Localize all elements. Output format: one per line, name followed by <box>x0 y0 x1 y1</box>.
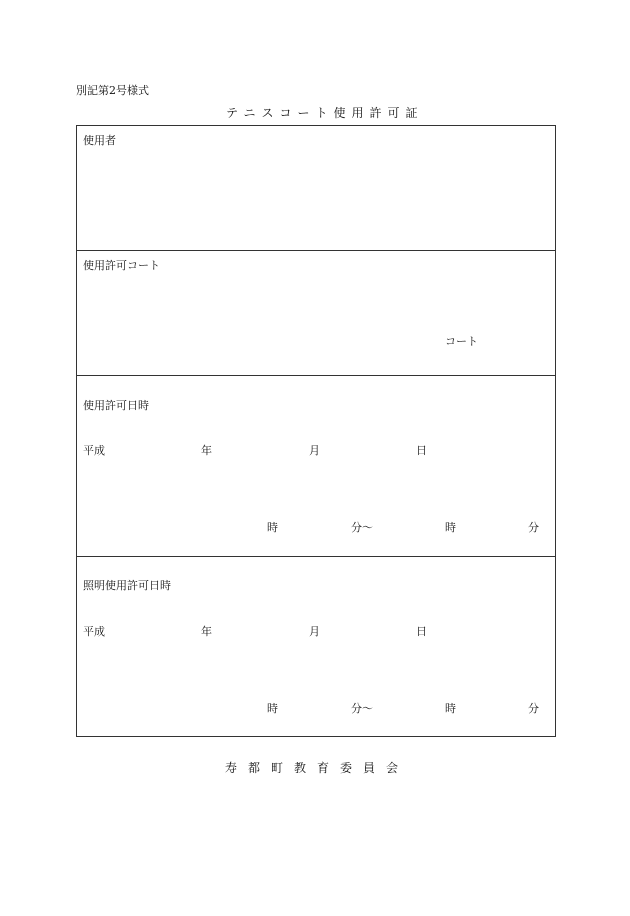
divider-2 <box>77 375 555 376</box>
date-to-hour: 時 <box>445 521 456 534</box>
lighting-day: 日 <box>416 625 427 638</box>
lighting-month: 月 <box>309 625 320 638</box>
issuer-name: 寿都町教育委員会 <box>225 761 410 775</box>
divider-1 <box>77 250 555 251</box>
lighting-label: 照明使用許可日時 <box>83 579 171 592</box>
date-month: 月 <box>309 444 320 457</box>
date-label: 使用許可日時 <box>83 399 149 412</box>
date-day: 日 <box>416 444 427 457</box>
date-from-minute: 分〜 <box>351 521 373 534</box>
user-label: 使用者 <box>83 134 116 147</box>
court-label: 使用許可コート <box>83 259 160 272</box>
date-era: 平成 <box>83 444 105 457</box>
lighting-era: 平成 <box>83 625 105 638</box>
document-title: テニスコート使用許可証 <box>226 106 424 120</box>
court-unit: コート <box>445 335 478 348</box>
form-number: 別記第2号様式 <box>76 84 149 97</box>
divider-3 <box>77 556 555 557</box>
date-from-hour: 時 <box>267 521 278 534</box>
date-year: 年 <box>201 444 212 457</box>
lighting-to-hour: 時 <box>445 702 456 715</box>
date-to-minute: 分 <box>528 521 539 534</box>
lighting-to-minute: 分 <box>528 702 539 715</box>
lighting-year: 年 <box>201 625 212 638</box>
lighting-from-hour: 時 <box>267 702 278 715</box>
permit-form-table <box>76 125 556 737</box>
lighting-from-minute: 分〜 <box>351 702 373 715</box>
